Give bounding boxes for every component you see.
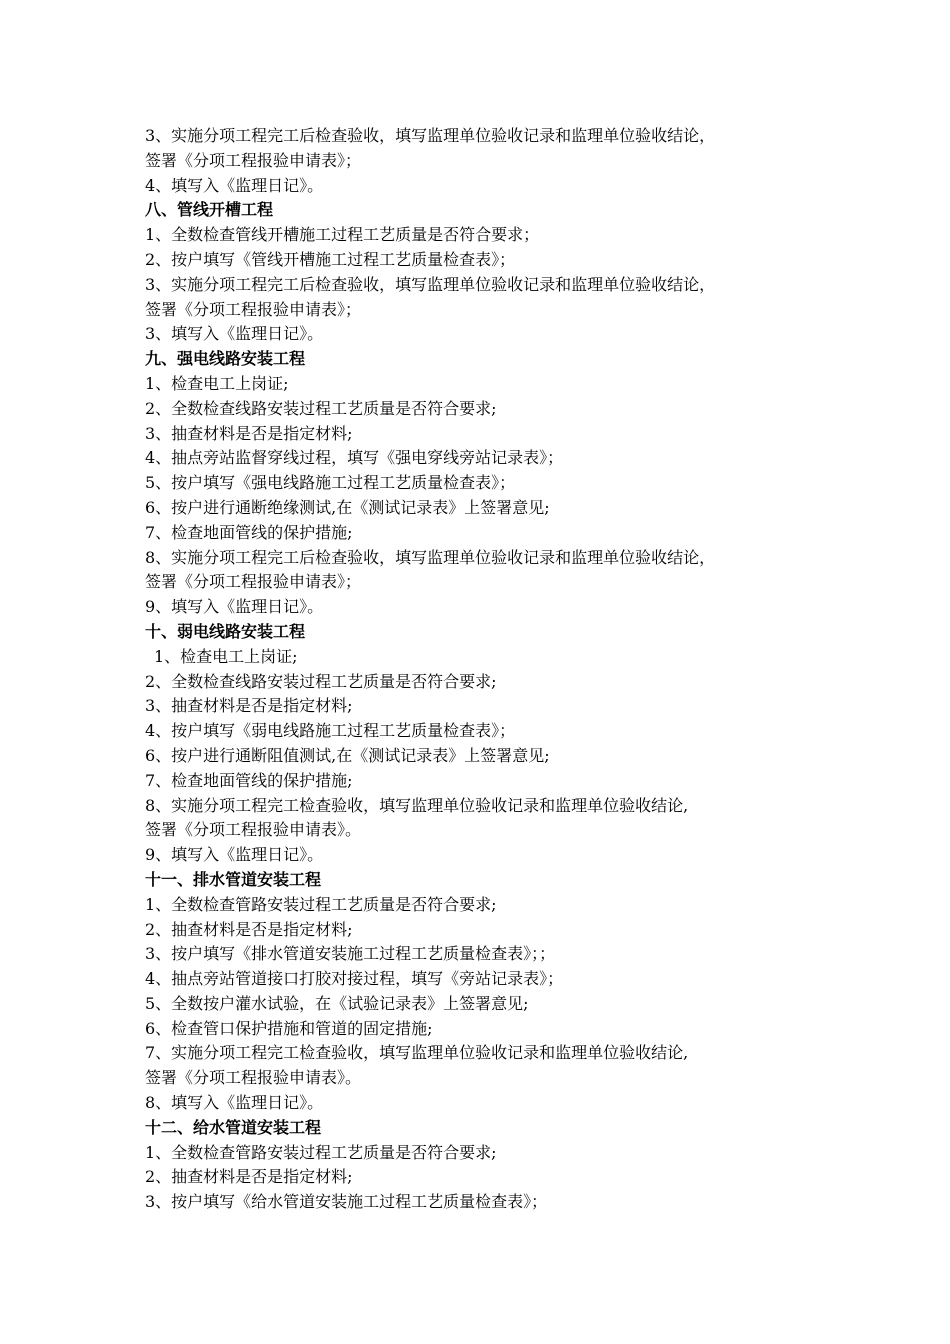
text-line: 3、实施分项工程完工后检查验收，填写监理单位验收记录和监理单位验收结论，: [145, 126, 716, 145]
text-line: 签署《分项工程报验申请表》；: [145, 150, 362, 170]
text-line: 8、实施分项工程完工检查验收，填写监理单位验收记录和监理单位验收结论,: [145, 795, 689, 815]
text-line: 2、抽查材料是否是指定材料;: [145, 1167, 353, 1187]
text-line: 8、填写入《监理日记》。: [145, 1093, 324, 1113]
text-line: 6、检查管口保护措施和管道的固定措施;: [145, 1018, 433, 1038]
text-line: 5、按户填写《强电线路施工过程工艺质量检查表》；: [145, 473, 516, 493]
text-line: 1、检查电工上岗证;: [145, 373, 289, 393]
text-line: 1、全数检查管线开槽施工过程工艺质量是否符合要求；: [145, 225, 540, 245]
document-body: [145, 124, 845, 1215]
text-line: 9、填写入《监理日记》。: [145, 597, 324, 617]
text-line: 3、填写入《监理日记》。: [145, 324, 324, 344]
text-line: 签署《分项工程报验申请表》；: [145, 572, 362, 592]
text-line: 5、全数按户灌水试验，在《试验记录表》上签署意见;: [145, 993, 529, 1013]
text-line: 4、按户填写《弱电线路施工过程工艺质量检查表》；: [145, 721, 516, 741]
text-line: 4、抽点旁站监督穿线过程，填写《强电穿线旁站记录表》；: [145, 448, 564, 468]
text-line: 9、填写入《监理日记》。: [145, 845, 324, 865]
text-line: 1、全数检查管路安装过程工艺质量是否符合要求;: [145, 1142, 497, 1162]
text-line: 4、填写入《监理日记》。: [145, 175, 324, 195]
text-line: 8、实施分项工程完工后检查验收，填写监理单位验收记录和监理单位验收结论，: [145, 547, 716, 567]
text-line: 3、抽查材料是否是指定材料;: [145, 696, 353, 716]
text-line: 6、按户进行通断阻值测试,在《测试记录表》上签署意见;: [145, 745, 550, 765]
text-line: 7、检查地面管线的保护措施;: [145, 770, 353, 790]
text-line: 签署《分项工程报验申请表》。: [145, 1068, 362, 1088]
text-line: 3、按户填写《排水管道安装施工过程工艺质量检查表》；；: [145, 944, 556, 964]
text-line: 2、按户填写《管线开槽施工过程工艺质量检查表》；: [145, 249, 516, 269]
text-line: 2、全数检查线路安装过程工艺质量是否符合要求;: [145, 398, 497, 418]
text-line: 4、抽点旁站管道接口打胶对接过程，填写《旁站记录表》；: [145, 969, 564, 989]
section-heading: 十二、给水管道安装工程: [145, 1117, 322, 1137]
text-line: 6、按户进行通断绝缘测试,在《测试记录表》上签署意见;: [145, 497, 550, 517]
section-heading: 十一、排水管道安装工程: [145, 869, 322, 889]
text-line: 3、抽查材料是否是指定材料;: [145, 423, 353, 443]
text-line: 3、实施分项工程完工后检查验收，填写监理单位验收记录和监理单位验收结论，: [145, 274, 716, 294]
text-line: 签署《分项工程报验申请表》；: [145, 299, 362, 319]
text-line: 7、实施分项工程完工检查验收，填写监理单位验收记录和监理单位验收结论,: [145, 1043, 689, 1063]
text-line: 7、检查地面管线的保护措施;: [145, 522, 353, 542]
text-line: 3、按户填写《给水管道安装施工过程工艺质量检查表》；: [145, 1192, 548, 1212]
text-line: 1、检查电工上岗证;: [154, 646, 298, 666]
text-line: 签署《分项工程报验申请表》。: [145, 820, 362, 840]
text-line: 1、全数检查管路安装过程工艺质量是否符合要求;: [145, 894, 497, 914]
section-heading: 八、管线开槽工程: [145, 200, 274, 220]
section-heading: 十、弱电线路安装工程: [145, 621, 306, 641]
text-line: 2、全数检查线路安装过程工艺质量是否符合要求;: [145, 671, 497, 691]
section-heading: 九、强电线路安装工程: [145, 349, 306, 369]
text-line: 2、抽查材料是否是指定材料;: [145, 919, 353, 939]
